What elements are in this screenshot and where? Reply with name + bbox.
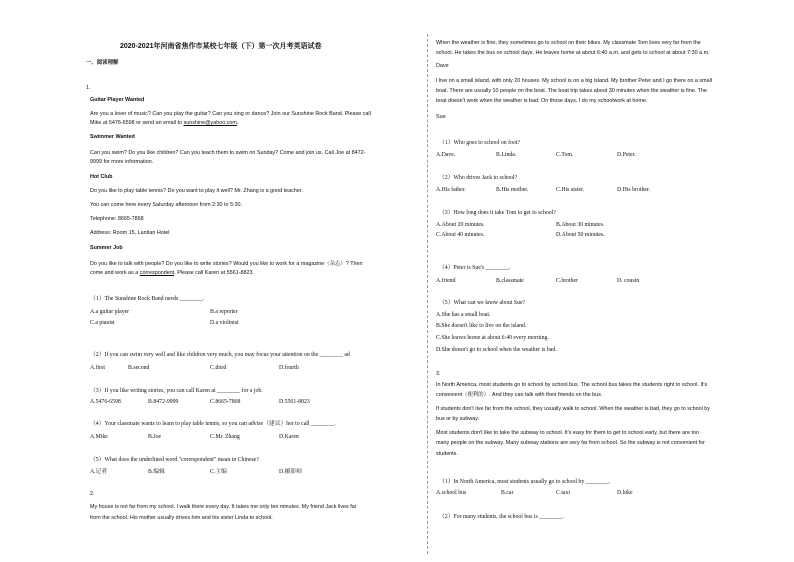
passage-text: My house is not far from my school. I walk there every day. It takes me only ten minutes. My friend Jack lives far [90, 504, 357, 510]
question-stem: （1）The Sunshine Rock Band needs ________. [90, 296, 205, 302]
answer-option[interactable]: D.bike [617, 490, 633, 496]
answer-option[interactable]: B.编辑 [148, 469, 165, 475]
ad-heading: Guitar Player Wanted [90, 97, 145, 103]
answer-option[interactable]: C.taxi [556, 490, 571, 496]
passage-text: If students don't live far from the school, they usually walk to school. When the weather is bad, they go to school by [436, 406, 711, 412]
answer-option[interactable]: C.Tom. [556, 152, 574, 158]
answer-option[interactable]: B.His mother. [496, 187, 529, 193]
question-stem: （3）If you like writing stories, you can call Karen at ________ for a job. [90, 388, 263, 394]
ad-heading: Hot Club [90, 174, 113, 180]
answer-option[interactable]: B.Joe [148, 434, 162, 440]
answer-option[interactable]: A.school bus [436, 490, 467, 496]
question-stem: （2）Who drives Jack to school? [439, 175, 518, 181]
ad-text: Telephone: 8665-7868 [90, 216, 144, 222]
answer-option[interactable]: C.Mr. Zhang [210, 434, 240, 440]
answer-option[interactable]: B.a reporter [210, 309, 238, 315]
answer-option[interactable]: A.About 20 minutes. [436, 222, 485, 228]
question-stem: （1）Who goes to school on foot? [439, 140, 520, 146]
passage-text: boat. There are usually 10 people on the boat. The boat trip takes about 30 minutes when the weather is fine. The [436, 88, 707, 94]
answer-option[interactable]: A.Mike [90, 434, 108, 440]
underlined-word: correspondent [139, 270, 175, 276]
ad-heading: Summer Job [90, 245, 123, 251]
ad-text: Are you a lover of music? Can you play the guitar? Can you sing or dance? Join our Sunshine Rock Band. Please call [90, 111, 371, 117]
answer-option[interactable]: A.first [90, 365, 105, 371]
answer-option[interactable]: A.5476-6598 [90, 399, 121, 405]
passage-text: school. He takes the bus on school days. He leaves home at about 6:40 a.m. and gets to school at about 7:30 a.m. [436, 50, 710, 56]
answer-option[interactable]: A.a guitar player [90, 309, 130, 315]
ad-text: Can you swim? Do you like children? Can you teach them to swim on Sunday? Come and join us. Call Joe at 8472- [90, 150, 366, 156]
answer-option[interactable]: D.摄影师 [279, 469, 303, 475]
question-stem: （5）What does the underlined word "correspondent" mean in Chinese? [90, 457, 259, 463]
answer-option[interactable]: C.8665-7868 [210, 399, 241, 405]
answer-option[interactable]: A.Dave. [436, 152, 456, 158]
answer-option[interactable]: D.About 50 minutes. [556, 232, 605, 238]
question-stem: （3）How long does it take Tom to get to school? [439, 210, 556, 216]
answer-option[interactable]: C.His sister. [556, 187, 585, 193]
answer-option[interactable]: D.a violinist [210, 320, 239, 326]
question-number: 3. [436, 371, 441, 377]
answer-option[interactable]: D. cousin [617, 278, 640, 284]
passage-signature: Sue [436, 114, 446, 120]
exam-title: 2020-2021年河南省焦作市某校七年级（下）第一次月考英语试卷 [120, 43, 322, 50]
answer-option[interactable]: D.His brother. [617, 187, 651, 193]
answer-option[interactable]: A.记者 [90, 469, 108, 475]
section-heading: 一、阅读理解 [86, 60, 119, 66]
ad-heading: Swimmer Wanted [90, 134, 135, 140]
question-stem: （1）In North America, most students usually go to school by ________. [439, 479, 611, 485]
answer-option[interactable]: B.classmate [496, 278, 524, 284]
passage-text: In North America, most students go to school by school bus. The school bus takes the students right to school. It's [436, 382, 708, 388]
passage-text: boat doesn't work when the weather is bad. On those days, I do my schoolwork at home. [436, 98, 648, 104]
ad-text: Do you like to talk with people? Do you like to write stories? Would you like to work for a magazine（杂志）? Then [90, 261, 363, 267]
ad-text: come and work as a correspondent. Please call Karen at 5561-8823. [90, 270, 254, 276]
ad-text: 9999 for more information. [90, 159, 154, 165]
passage-text: many people on the subway. Many subway stations are very far from school. So the subway is not convenient for [436, 440, 705, 446]
passage-text: bus or by subway. [436, 416, 480, 422]
passage-text: students. [436, 451, 458, 457]
ad-text: You can come here every Saturday afternoon from 2:30 to 5:30. [90, 202, 243, 208]
question-stem: （4）Your classmate wants to learn to play table tennis, so you can advise（建议）her to call ________. [90, 421, 336, 427]
answer-option[interactable]: B.About 30 minutes. [556, 222, 605, 228]
passage-text: When the weather is fine, they sometimes go to school on their bikes. My classmate Tom lives very far from the [436, 40, 701, 46]
answer-option[interactable]: C.About 40 minutes. [436, 232, 485, 238]
answer-option[interactable]: A.friend [436, 278, 456, 284]
answer-option[interactable]: D.5561-8823 [279, 399, 310, 405]
answer-option[interactable]: C.She leaves home at about 6:40 every morning. [436, 335, 549, 341]
answer-option[interactable]: C.brother [556, 278, 579, 284]
answer-option[interactable]: D.Peter. [617, 152, 636, 158]
answer-option[interactable]: D.Karen [279, 434, 299, 440]
answer-option[interactable]: C.a pianist [90, 320, 115, 326]
question-number: 1. [86, 85, 91, 91]
passage-signature: Dave [436, 63, 449, 69]
answer-option[interactable]: A.She has a small boat. [436, 312, 491, 318]
question-stem: （2）If you can swim very well and like children very much, you may focus your attention on the ________ ad [90, 352, 350, 358]
ad-text: Do you like to play table tennis? Do you want to play it well? Mr. Zhang is a good teacher. [90, 188, 303, 194]
answer-option[interactable]: B.second [128, 365, 150, 371]
answer-option[interactable]: B.She doesn't like to live on the island. [436, 323, 527, 329]
column-divider [427, 34, 428, 554]
answer-option[interactable]: C.third [210, 365, 227, 371]
answer-option[interactable]: D.fourth [279, 365, 299, 371]
answer-option[interactable]: B.Linda. [496, 152, 517, 158]
ad-text: Mike at 5476-6598 or send an email to sunshine@yahoo.com. [90, 120, 239, 126]
answer-option[interactable]: B.car [501, 490, 514, 496]
passage-text: I live on a small island, with only 20 houses. My school is on a big island. My brother Peter and I go there on a small [436, 78, 712, 84]
passage-text: convenient（便利的）. And they can talk with their friends on the bus. [436, 392, 603, 398]
question-number: 2. [90, 491, 95, 497]
email-link: sunshine@yahoo.com [183, 120, 237, 126]
question-stem: （4）Peter is Sue's ________. [439, 265, 511, 271]
passage-text: Most students don't like to take the subway to school. It's easy for them to get to school early, but there are too [436, 430, 699, 436]
passage-text: from the school. His mother usually drives him and his sister Linda to school. [90, 515, 273, 521]
ad-text: Address: Room 15, Lantian Hotel [90, 230, 170, 236]
answer-option[interactable]: C.主编 [210, 469, 227, 475]
question-stem: （5）What can we know about Sue? [439, 300, 526, 306]
question-stem: （2）For many students, the school bus is ________. [439, 514, 564, 520]
answer-option[interactable]: D.She doesn't go to school when the weather is bad. [436, 347, 557, 353]
answer-option[interactable]: A.His father. [436, 187, 466, 193]
answer-option[interactable]: B.8472-9999 [148, 399, 179, 405]
